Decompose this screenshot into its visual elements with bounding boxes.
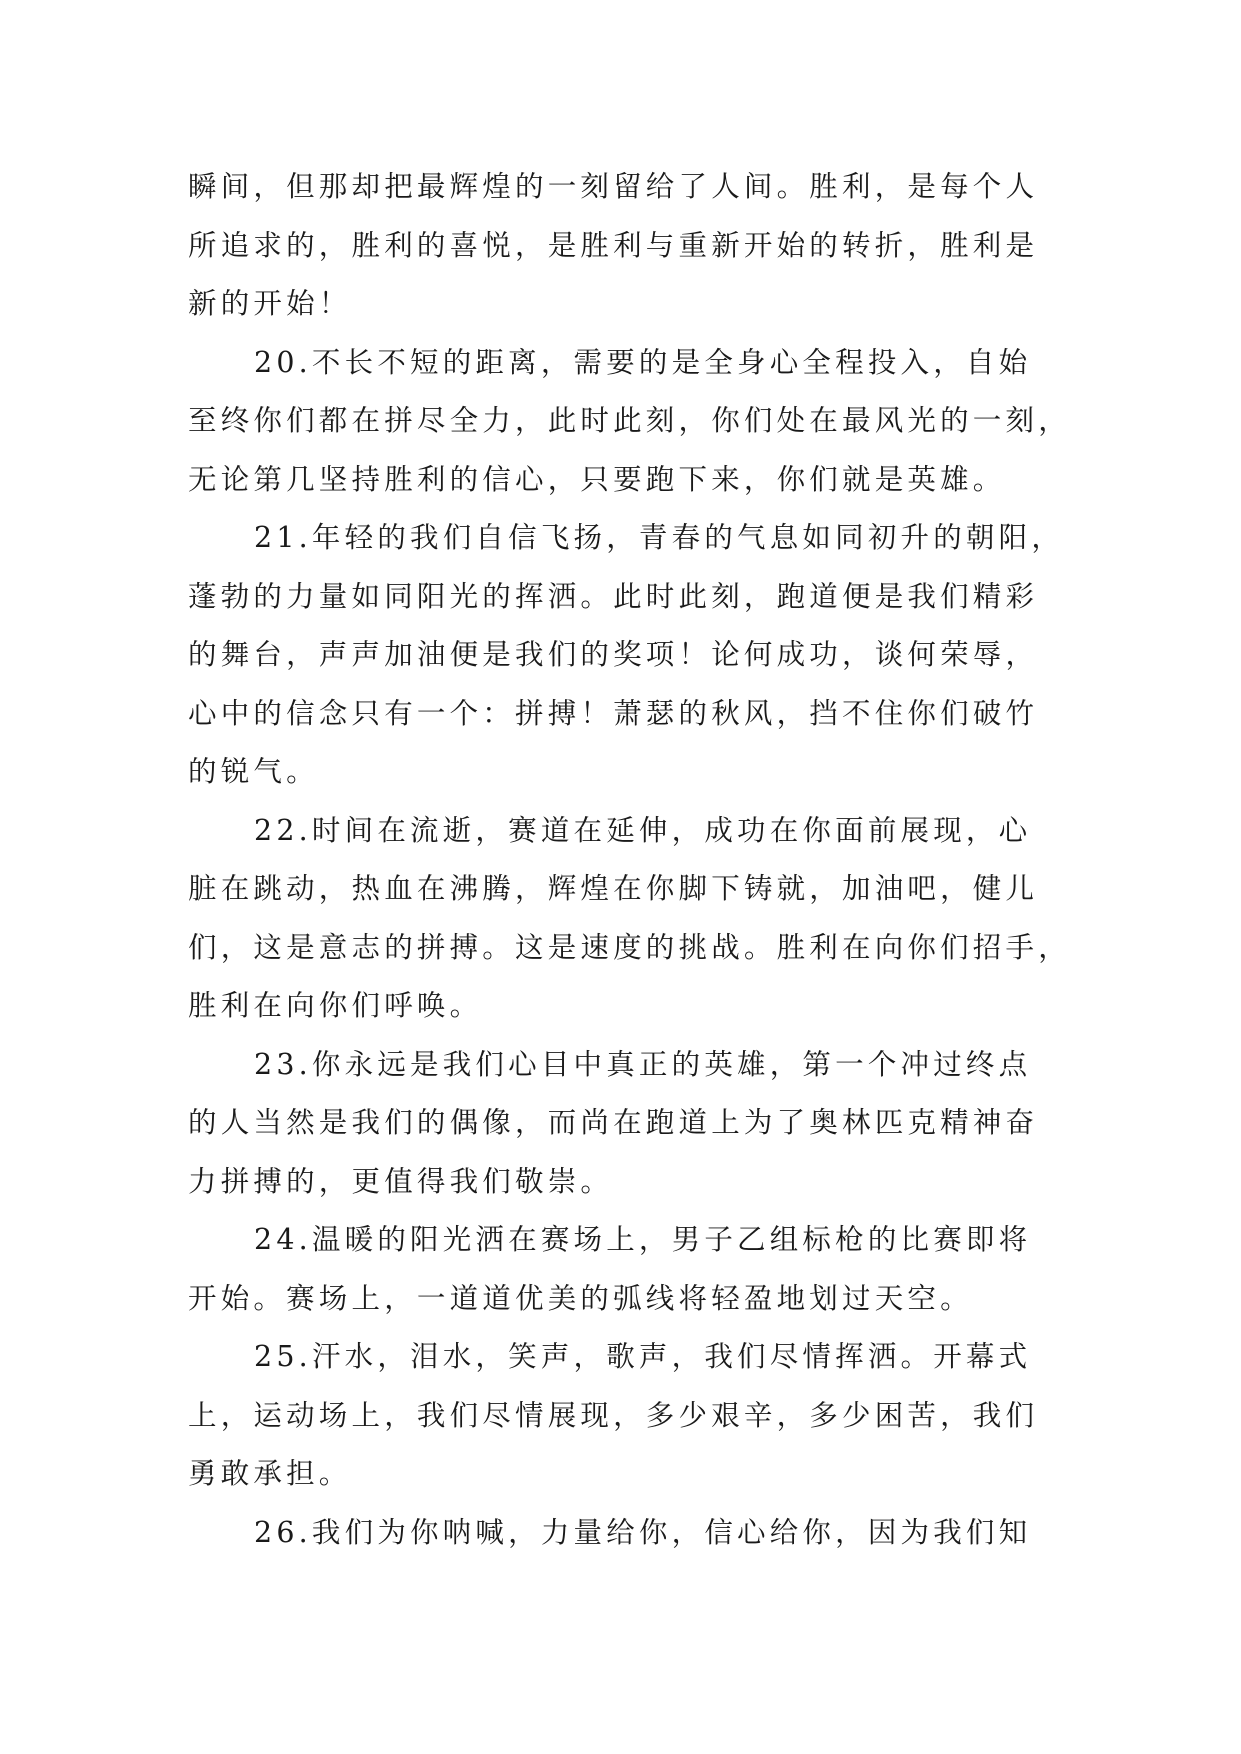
document-body xyxy=(188,158,1071,1562)
text-line: 上，运动场上，我们尽情展现，多少艰辛，多少困苦，我们 xyxy=(188,1398,1039,1432)
text-line: 蓬勃的力量如同阳光的挥洒。此时此刻，跑道便是我们精彩 xyxy=(188,579,1039,613)
paragraph-26-start: 26.我们为你呐喊，力量给你，信心给你，因为我们知 xyxy=(254,1515,1032,1549)
text-line: 们，这是意志的拼搏。这是速度的挑战。胜利在向你们招手， xyxy=(188,930,1071,964)
text-line: 至终你们都在拼尽全力，此时此刻，你们处在最风光的一刻， xyxy=(188,404,1071,437)
text-line: 的锐气。 xyxy=(188,755,319,788)
text-line: 心中的信念只有一个：拼搏！萧瑟的秋风，挡不住你们破竹 xyxy=(188,696,1039,730)
paragraph-22-start: 22.时间在流逝，赛道在延伸，成功在你面前展现，心 xyxy=(254,813,1032,847)
text-line: 勇敢承担。 xyxy=(188,1457,352,1490)
paragraph-23-start: 23.你永远是我们心目中真正的英雄，第一个冲过终点 xyxy=(254,1047,1032,1081)
paragraph-20-start: 20.不长不短的距离，需要的是全身心全程投入，自始 xyxy=(254,345,1032,379)
text-line: 力拼搏的，更值得我们敬崇。 xyxy=(188,1164,614,1198)
text-line: 脏在跳动，热血在沸腾，辉煌在你脚下铸就，加油吧，健儿 xyxy=(188,872,1039,905)
text-line: 所追求的，胜利的喜悦，是胜利与重新开始的转折，胜利是 xyxy=(188,228,1039,262)
text-line: 的舞台，声声加油便是我们的奖项！论何成功，谈何荣辱， xyxy=(188,638,1039,671)
text-line: 的人当然是我们的偶像，而尚在跑道上为了奥林匹克精神奋 xyxy=(188,1106,1039,1139)
text-line: 新的开始！ xyxy=(188,287,352,320)
text-line: 瞬间，但那却把最辉煌的一刻留给了人间。胜利，是每个人 xyxy=(188,170,1039,203)
text-line: 无论第几坚持胜利的信心，只要跑下来，你们就是英雄。 xyxy=(188,462,1006,496)
paragraph-21-start: 21.年轻的我们自信飞扬，青春的气息如同初升的朝阳， xyxy=(254,521,1065,554)
paragraph-24-start: 24.温暖的阳光洒在赛场上，男子乙组标枪的比赛即将 xyxy=(254,1223,1032,1256)
text-line: 开始。赛场上，一道道优美的弧线将轻盈地划过天空。 xyxy=(188,1281,973,1315)
text-line: 胜利在向你们呼唤。 xyxy=(188,989,483,1022)
paragraph-25-start: 25.汗水，泪水，笑声，歌声，我们尽情挥洒。开幕式 xyxy=(254,1340,1032,1373)
